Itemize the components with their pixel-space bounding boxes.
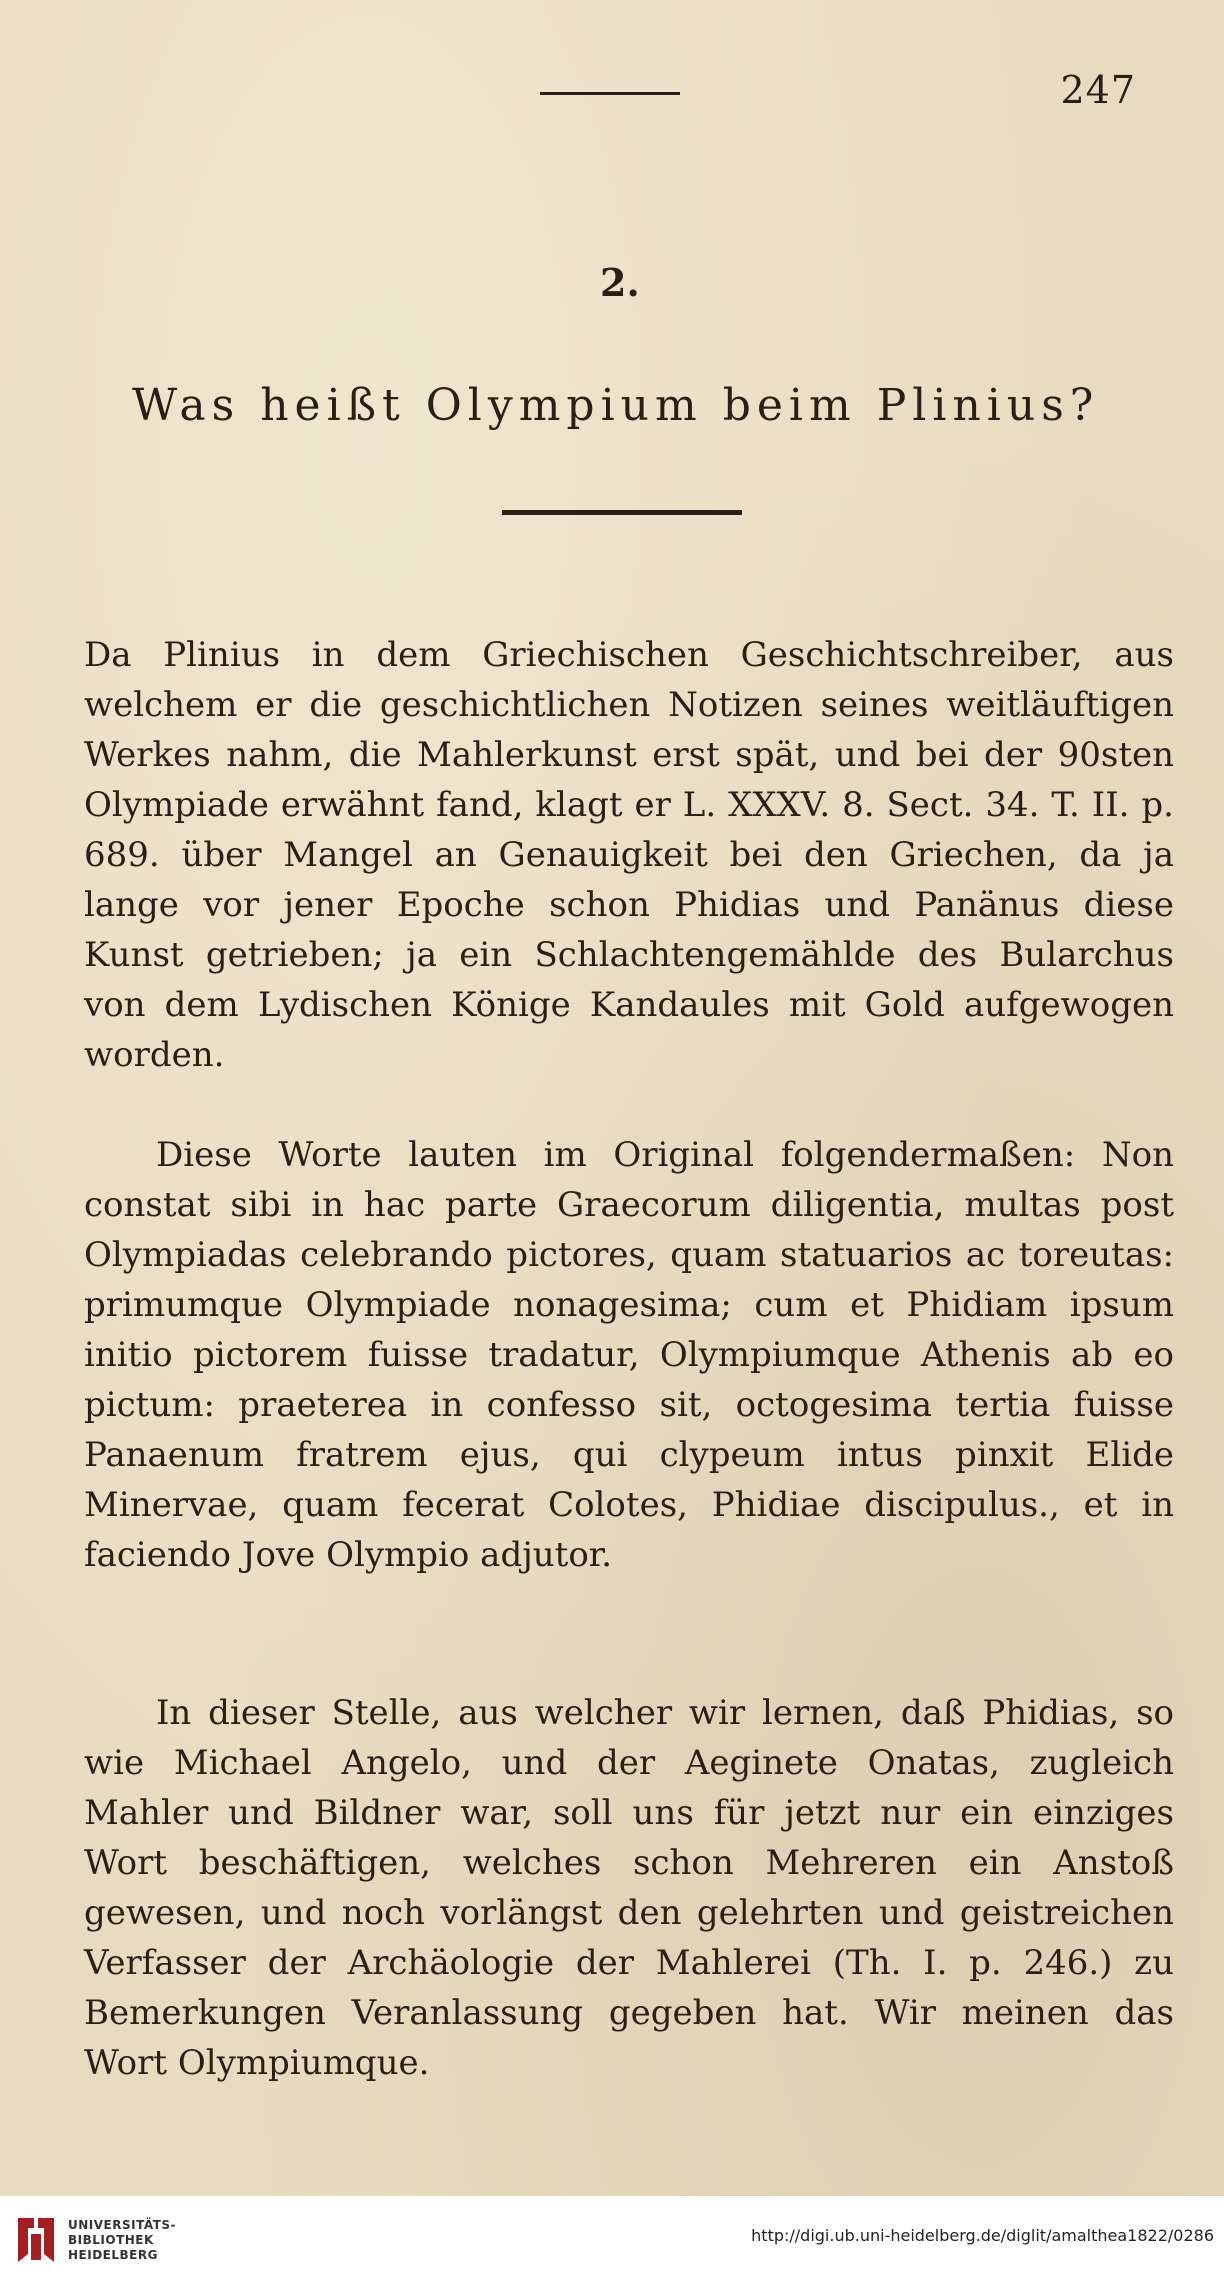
page-number: 247	[1060, 68, 1136, 112]
paragraph-2: Diese Worte lauten im Original folgendermaßen: Non constat sibi in hac parte Graecorum diligentia, multas post Olympiadas celebrando pictores, quam statuarios ac toreutas: primumque Olympiade nonagesima; cum et Phidiam ipsum initio pictorem fuisse tradatur, Olympiumque Athenis ab eo pictum: praeterea in confesso sit, octogesima tertia fuisse Panaenum fratrem ejus, qui clypeum intus pinxit Elide Minervae, quam fecerat Colotes, Phidiae discipulus., et in faciendo Jove Olympio adjutor.	[84, 1135, 1174, 1575]
library-logo-icon	[14, 2214, 58, 2266]
heading-rule	[502, 510, 742, 515]
source-url[interactable]: http://digi.ub.uni-heidelberg.de/diglit/amalthea1822/0286	[751, 2226, 1214, 2245]
footer-bar	[0, 2196, 1224, 2284]
section-heading: Was heißt Olympium beim Plinius?	[132, 380, 1100, 431]
top-rule	[540, 92, 680, 95]
institution-line-2: BIBLIOTHEK	[68, 2233, 154, 2247]
page-content	[72, 40, 1172, 2180]
institution-line-1: UNIVERSITÄTS-	[68, 2218, 177, 2232]
institution-line-3: HEIDELBERG	[68, 2248, 158, 2262]
paragraph-3: In dieser Stelle, aus welcher wir lernen, daß Phidias, so wie Michael Angelo, und der Aeginete Onatas, zugleich Mahler und Bildner war, soll uns für jetzt nur ein einziges Wort beschäftigen, welches schon Mehreren ein Anstoß gewesen, und noch vorlängst den gelehrten und geistreichen Verfasser der Archäologie der Mahlerei (Th. I. p. 246.) zu Bemerkungen Veranlassung gegeben hat. Wir meinen das Wort Olympiumque.	[84, 1693, 1174, 2083]
institution-name	[68, 2218, 176, 2263]
paragraph-1: Da Plinius in dem Griechischen Geschichtschreiber, aus welchem er die geschichtlichen Notizen seines weitläuftigen Werkes nahm, die Mahlerkunst erst spät, und bei der 90sten Olympiade erwähnt fand, klagt er L. XXXV. 8. Sect. 34. T. II. p. 689. über Mangel an Genauigkeit bei den Griechen, da ja lange vor jener Epoche schon Phidias und Panänus diese Kunst getrieben; ja ein Schlachtengemählde des Bularchus von dem Lydischen Könige Kandaules mit Gold aufgewogen worden.	[84, 635, 1174, 1075]
section-number: 2.	[600, 260, 640, 305]
